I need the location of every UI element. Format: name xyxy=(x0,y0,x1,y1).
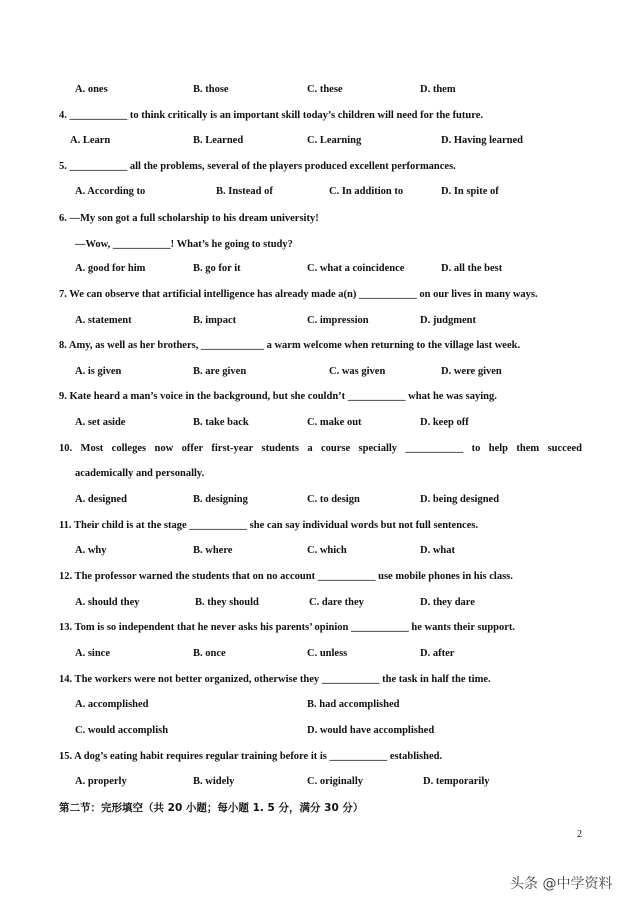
option-d: D. they dare xyxy=(420,597,475,608)
option-c: C. these xyxy=(307,84,343,95)
option-b: B. are given xyxy=(193,366,247,377)
question-stem: 6. —My son got a full scholarship to his dream university! xyxy=(59,213,319,224)
option-b: B. designing xyxy=(193,494,248,505)
option-b: B. go for it xyxy=(193,263,241,274)
question-stem: 9. Kate heard a man’s voice in the background, but she couldn’t ___________ what he was saying. xyxy=(59,391,497,402)
option-d: D. what xyxy=(420,545,456,556)
option-a: A. statement xyxy=(75,315,132,326)
section-heading: 第二节：完形填空（共 20 小题；每小题 1. 5 分，满分 30 分） xyxy=(59,802,364,814)
question-stem-continued: academically and personally. xyxy=(75,468,205,479)
option-a: A. should they xyxy=(75,597,140,608)
option-a: A. good for him xyxy=(75,263,146,274)
option-a: A. accomplished xyxy=(75,699,149,710)
option-b: B. they should xyxy=(195,597,259,608)
option-a: A. set aside xyxy=(75,417,126,428)
option-d: D. In spite of xyxy=(441,186,499,197)
question-stem: 7. We can observe that artificial intelligence has already made a(n) ___________ on our lives in many ways. xyxy=(59,289,538,300)
option-c: C. what a coincidence xyxy=(307,263,405,274)
option-a: A. why xyxy=(75,545,107,556)
option-b: B. Instead of xyxy=(216,186,273,197)
option-b: B. take back xyxy=(193,417,249,428)
question-stem: 10. Most colleges now offer first-year students a course specially ___________ to help them succeed xyxy=(59,443,582,454)
option-a: A. ones xyxy=(75,84,108,95)
question-stem: 13. Tom is so independent that he never asks his parents’ opinion ___________ he wants their support. xyxy=(59,622,516,633)
option-c: C. originally xyxy=(307,776,364,787)
option-c: C. would accomplish xyxy=(75,725,169,736)
option-a: A. designed xyxy=(75,494,127,505)
option-a: A. properly xyxy=(75,776,127,787)
option-d: D. judgment xyxy=(420,315,477,326)
question-stem: 5. ___________ all the problems, several of the players produced excellent performances. xyxy=(59,161,456,172)
option-c: C. make out xyxy=(307,417,362,428)
option-d: D. after xyxy=(420,648,455,659)
option-b: B. Learned xyxy=(193,135,244,146)
option-c: C. was given xyxy=(329,366,386,377)
page-number: 2 xyxy=(577,829,582,840)
option-c: C. In addition to xyxy=(329,186,404,197)
option-b: B. impact xyxy=(193,315,237,326)
question-stem: 8. Amy, as well as her brothers, ____________ a warm welcome when returning to the village last week. xyxy=(59,340,521,351)
option-c: C. Learning xyxy=(307,135,362,146)
option-a: A. According to xyxy=(75,186,146,197)
option-c: C. to design xyxy=(307,494,360,505)
option-d: D. would have accomplished xyxy=(307,725,435,736)
option-a: A. Learn xyxy=(70,135,111,146)
option-b: B. those xyxy=(193,84,229,95)
question-stem: 12. The professor warned the students that on no account ___________ use mobile phones in his class. xyxy=(59,571,513,582)
option-d: D. keep off xyxy=(420,417,469,428)
option-d: D. all the best xyxy=(441,263,503,274)
question-stem: 15. A dog’s eating habit requires regular training before it is ___________ established. xyxy=(59,751,443,762)
question-stem: 11. Their child is at the stage ___________ she can say individual words but not full sentences. xyxy=(59,520,479,531)
option-d: D. them xyxy=(420,84,456,95)
question-stem: 14. The workers were not better organized, otherwise they ___________ the task in half the time. xyxy=(59,674,491,685)
option-b: B. had accomplished xyxy=(307,699,400,710)
option-b: B. once xyxy=(193,648,226,659)
question-stem: 4. ___________ to think critically is an important skill today’s children will need for the future. xyxy=(59,110,483,121)
option-a: A. is given xyxy=(75,366,122,377)
option-d: D. Having learned xyxy=(441,135,523,146)
option-a: A. since xyxy=(75,648,110,659)
option-c: C. impression xyxy=(307,315,369,326)
question-stem-continued: —Wow, ___________! What’s he going to study? xyxy=(75,239,293,250)
option-c: C. unless xyxy=(307,648,348,659)
option-d: D. temporarily xyxy=(423,776,490,787)
option-b: B. widely xyxy=(193,776,235,787)
option-d: D. were given xyxy=(441,366,502,377)
option-d: D. being designed xyxy=(420,494,500,505)
option-b: B. where xyxy=(193,545,233,556)
option-c: C. which xyxy=(307,545,347,556)
option-c: C. dare they xyxy=(309,597,364,608)
watermark: 头条 @中学资料 xyxy=(510,876,613,892)
